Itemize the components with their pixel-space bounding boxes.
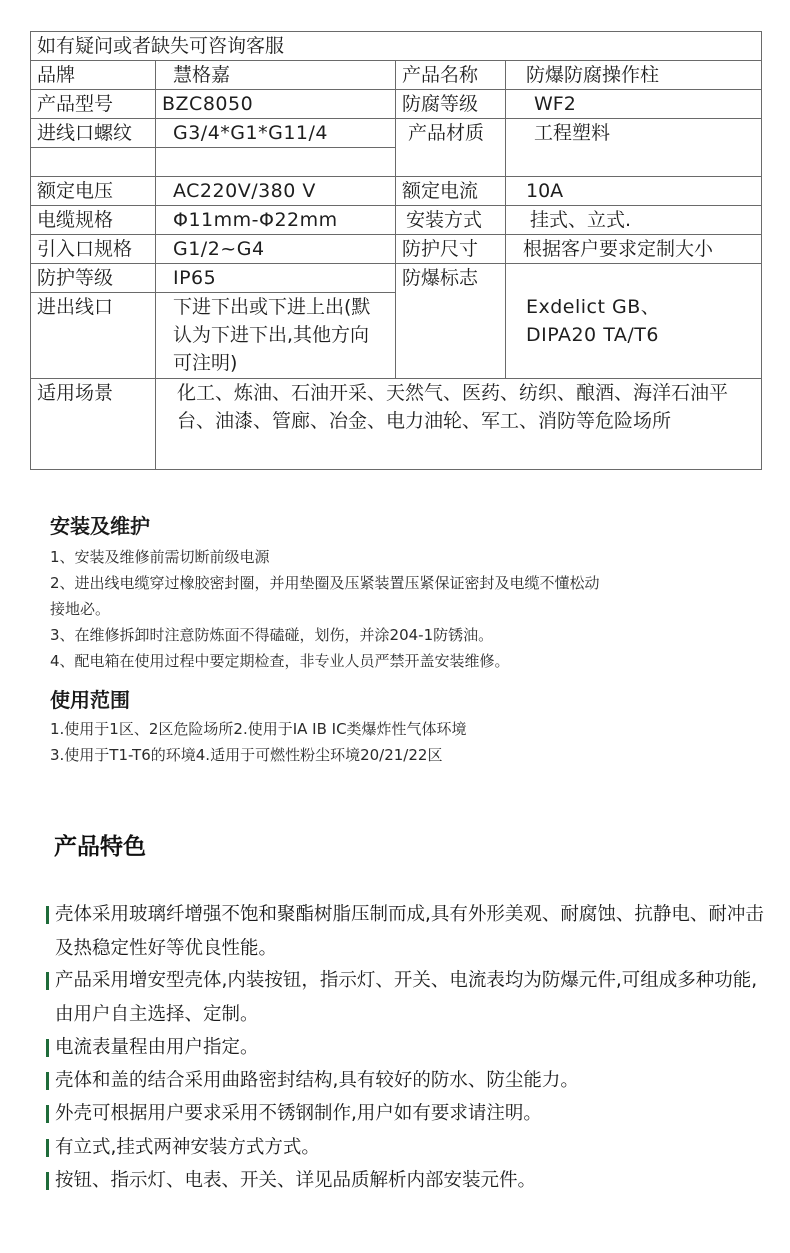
feature-bullet-icon — [46, 1105, 49, 1123]
feature-item — [46, 1131, 766, 1165]
install-line-5: 4、配电箱在使用过程中要定期检查，非专业人员严禁开盖安装维修。 — [50, 652, 510, 670]
inlet-thread-label: 进线口螺纹 — [31, 119, 156, 148]
io-value: 下进下出或下进上出(默认为下进下出,其他方向可注明) — [156, 293, 396, 379]
feature-bullet-icon — [46, 906, 49, 924]
rated-current-value: 10A — [506, 177, 762, 206]
install-method-label: 安装方式 — [396, 206, 506, 235]
install-line-3: 接地必。 — [50, 600, 111, 618]
feature-bullet-icon — [46, 1072, 49, 1090]
ex-mark-line-2: DIPA20 TA/T6 — [526, 324, 659, 346]
rated-voltage-label: 额定电压 — [31, 177, 156, 206]
io-label: 进出线口 — [31, 293, 156, 379]
cable-spec-label: 电缆规格 — [31, 206, 156, 235]
feature-item — [46, 1164, 766, 1198]
feature-text: 外壳可根据用户要求采用不锈钢制作,用户如有要求请注明。 — [55, 1103, 542, 1124]
feature-bullet-icon — [46, 972, 49, 990]
feature-bullet-icon — [46, 1039, 49, 1057]
inlet-thread-value: G3/4*G1*G11/4 — [156, 119, 396, 148]
usage-title: 使用范围 — [50, 688, 130, 712]
feature-text: 壳体采用玻璃纤增强不饱和聚酯树脂压制而成,具有外形美观、耐腐蚀、抗静电、耐冲击及热稳定性好等优良性能。 — [55, 904, 764, 959]
ex-mark-line-1: Exdelict GB、 — [526, 296, 661, 318]
feature-text: 按钮、指示灯、电表、开关、详见品质解析内部安装元件。 — [55, 1170, 537, 1191]
brand-label: 品牌 — [31, 61, 156, 90]
feature-bullet-icon — [46, 1139, 49, 1157]
feature-bullet-icon — [46, 1172, 49, 1190]
feature-text: 产品采用增安型壳体,内装按钮，指示灯、开关、电流表均为防爆元件,可组成多种功能,由用户自主选择、定制。 — [55, 970, 758, 1025]
model-label: 产品型号 — [31, 90, 156, 119]
feature-text: 壳体和盖的结合采用曲路密封结构,具有较好的防水、防尘能力。 — [55, 1070, 579, 1091]
ex-mark-label: 防爆标志 — [396, 264, 506, 379]
product-name-label: 产品名称 — [396, 61, 506, 90]
anticorrosion-value: WF2 — [506, 90, 762, 119]
install-title: 安装及维护 — [50, 514, 150, 538]
spec-table — [30, 31, 762, 470]
install-method-value: 挂式、立式. — [506, 206, 762, 235]
rated-current-label: 额定电流 — [396, 177, 506, 206]
scene-value: 化工、炼油、石油开采、天然气、医药、纺织、酿酒、海洋石油平台、油漆、管廊、冶金、电力油轮、军工、消防等危险场所 — [156, 379, 762, 470]
usage-line-1: 1.使用于1区、2区危险场所2.使用于IA IB IC类爆炸性气体环境 — [50, 720, 467, 738]
ex-mark-value — [506, 264, 762, 379]
material-label: 产品材质 — [396, 119, 506, 177]
feature-item — [46, 1031, 766, 1065]
empty-cell — [31, 148, 156, 177]
entry-spec-value: G1/2~G4 — [156, 235, 396, 264]
features-title: 产品特色 — [54, 834, 146, 860]
entry-spec-label: 引入口规格 — [31, 235, 156, 264]
cable-spec-value: Φ11mm-Φ22mm — [156, 206, 396, 235]
model-value: BZC8050 — [156, 90, 396, 119]
product-name-value: 防爆防腐操作柱 — [506, 61, 762, 90]
feature-item — [46, 1097, 766, 1131]
brand-value: 慧格嘉 — [156, 61, 396, 90]
protection-size-value: 根据客户要求定制大小 — [506, 235, 762, 264]
install-line-4: 3、在维修拆卸时注意防炼面不得磕碰，划伤，并涂204-1防锈油。 — [50, 626, 494, 644]
rated-voltage-value: AC220V/380 V — [156, 177, 396, 206]
ip-label: 防护等级 — [31, 264, 156, 293]
anticorrosion-label: 防腐等级 — [396, 90, 506, 119]
scene-label: 适用场景 — [31, 379, 156, 470]
feature-text: 有立式,挂式两神安装方式方式。 — [55, 1137, 320, 1158]
feature-item — [46, 964, 766, 1032]
install-line-2: 2、进出线电缆穿过橡胶密封圈，并用垫圈及压紧装置压紧保证密封及电缆不懂松动 — [50, 574, 600, 592]
ip-value: IP65 — [156, 264, 396, 293]
feature-item — [46, 1064, 766, 1098]
feature-item — [46, 898, 766, 966]
empty-cell — [156, 148, 396, 177]
usage-line-2: 3.使用于T1-T6的环境4.适用于可燃性粉尘环境20/21/22区 — [50, 746, 443, 764]
material-value: 工程塑料 — [506, 119, 762, 177]
protection-size-label: 防护尺寸 — [396, 235, 506, 264]
install-line-1: 1、安装及维修前需切断前级电源 — [50, 548, 270, 566]
table-header: 如有疑问或者缺失可咨询客服 — [31, 32, 762, 61]
feature-text: 电流表量程由用户指定。 — [55, 1037, 259, 1058]
